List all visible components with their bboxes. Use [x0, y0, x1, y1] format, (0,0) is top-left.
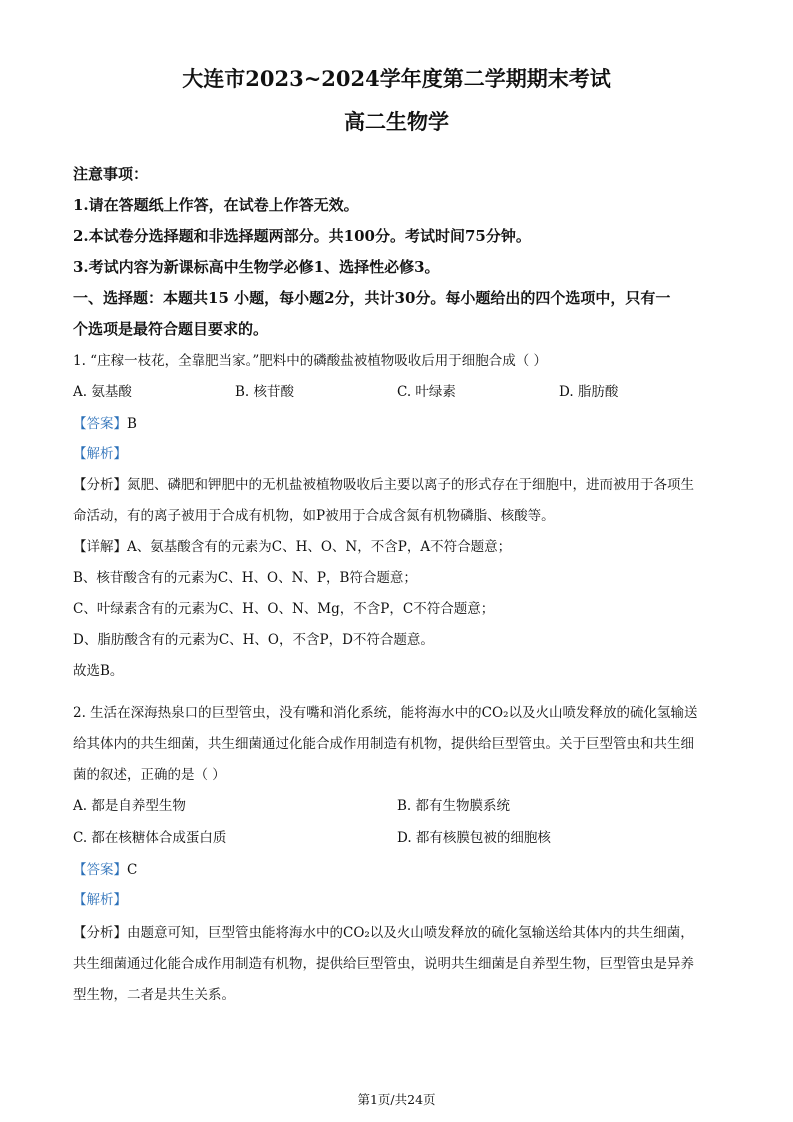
q2-fenxi: 【分析】由题意可知，巨型管虫能将海水中的CO₂以及火山喷发释放的硫化氢输送给其体内的共生细菌， [73, 925, 694, 941]
exam-subtitle: 高二生物学 [344, 109, 449, 134]
answer-label: 【答案】 [73, 862, 127, 878]
q1-stem: 1. “庄稼一枝花，全靠肥当家。”肥料中的磷酸盐被植物吸收后用于细胞合成（ ） [73, 353, 548, 369]
q2-stem: 2. 生活在深海热泉口的巨型管虫，没有嘴和消化系统，能将海水中的CO₂以及火山喷发释放的硫化氢输送 [73, 705, 698, 721]
q2-option-a: A. 都是自养型生物 [73, 798, 186, 814]
q1-option-b: B. 核苷酸 [235, 384, 295, 400]
q2-fenxi: 共生细菌通过化能合成作用制造有机物，提供给巨型管虫，说明共生细菌是自养型生物，巨型管虫是异养 [73, 956, 694, 972]
q1-option-c: C. 叶绿素 [397, 384, 456, 400]
q1-xiangjie: D、脂肪酸含有的元素为C、H、O，不含P，D不符合题意。 [73, 632, 434, 648]
q1-answer [73, 412, 137, 432]
q1-option-d: D. 脂肪酸 [559, 384, 619, 400]
q1-fenxi: 【分析】氮肥、磷肥和钾肥中的无机盐被植物吸收后主要以离子的形式存在于细胞中，进而被用于各项生 [73, 477, 694, 493]
page-number: 第1页/共24页 [357, 1092, 436, 1107]
notice-item: 1.请在答题纸上作答，在试卷上作答无效。 [73, 196, 359, 214]
exam-title: 大连市2023~2024学年度第二学期期末考试 [182, 66, 611, 91]
q2-analysis-label: 【解析】 [73, 892, 127, 908]
q1-option-a: A. 氨基酸 [73, 384, 132, 400]
q2-option-b: B. 都有生物膜系统 [397, 798, 511, 814]
q1-xiangjie: 故选B。 [73, 663, 124, 679]
q1-xiangjie: B、核苷酸含有的元素为C、H、O、N、P，B符合题意； [73, 570, 417, 586]
section-heading: 一、选择题：本题共15 小题，每小题2分，共计30分。每小题给出的四个选项中，只有一 [73, 289, 671, 307]
q2-stem: 给其体内的共生细菌，共生细菌通过化能合成作用制造有机物，提供给巨型管虫。关于巨型管虫和共生细 [73, 736, 694, 752]
q2-stem: 菌的叙述，正确的是（ ） [73, 767, 226, 783]
q1-fenxi: 命活动，有的离子被用于合成有机物，如P被用于合成含氮有机物磷脂、核酸等。 [73, 508, 555, 524]
q2-answer [73, 858, 137, 878]
notice-item: 2.本试卷分选择题和非选择题两部分。共100分。考试时间75分钟。 [73, 227, 531, 245]
q1-xiangjie: C、叶绿素含有的元素为C、H、O、N、Mg，不含P，C不符合题意； [73, 601, 495, 617]
q1-xiangjie: 【详解】A、氨基酸含有的元素为C、H、O、N，不含P，A不符合题意； [73, 539, 512, 555]
answer-value: B [127, 416, 137, 432]
answer-value: C [127, 862, 138, 878]
notice-item: 3.考试内容为新课标高中生物学必修1、选择性必修3。 [73, 258, 440, 276]
q2-fenxi: 型生物，二者是共生关系。 [73, 987, 235, 1003]
section-heading-cont: 个选项是最符合题目要求的。 [73, 320, 269, 338]
q2-option-d: D. 都有核膜包被的细胞核 [397, 830, 551, 846]
answer-label: 【答案】 [73, 416, 127, 432]
notice-heading: 注意事项： [73, 165, 149, 183]
q2-option-c: C. 都在核糖体合成蛋白质 [73, 830, 227, 846]
q1-analysis-label: 【解析】 [73, 446, 127, 462]
